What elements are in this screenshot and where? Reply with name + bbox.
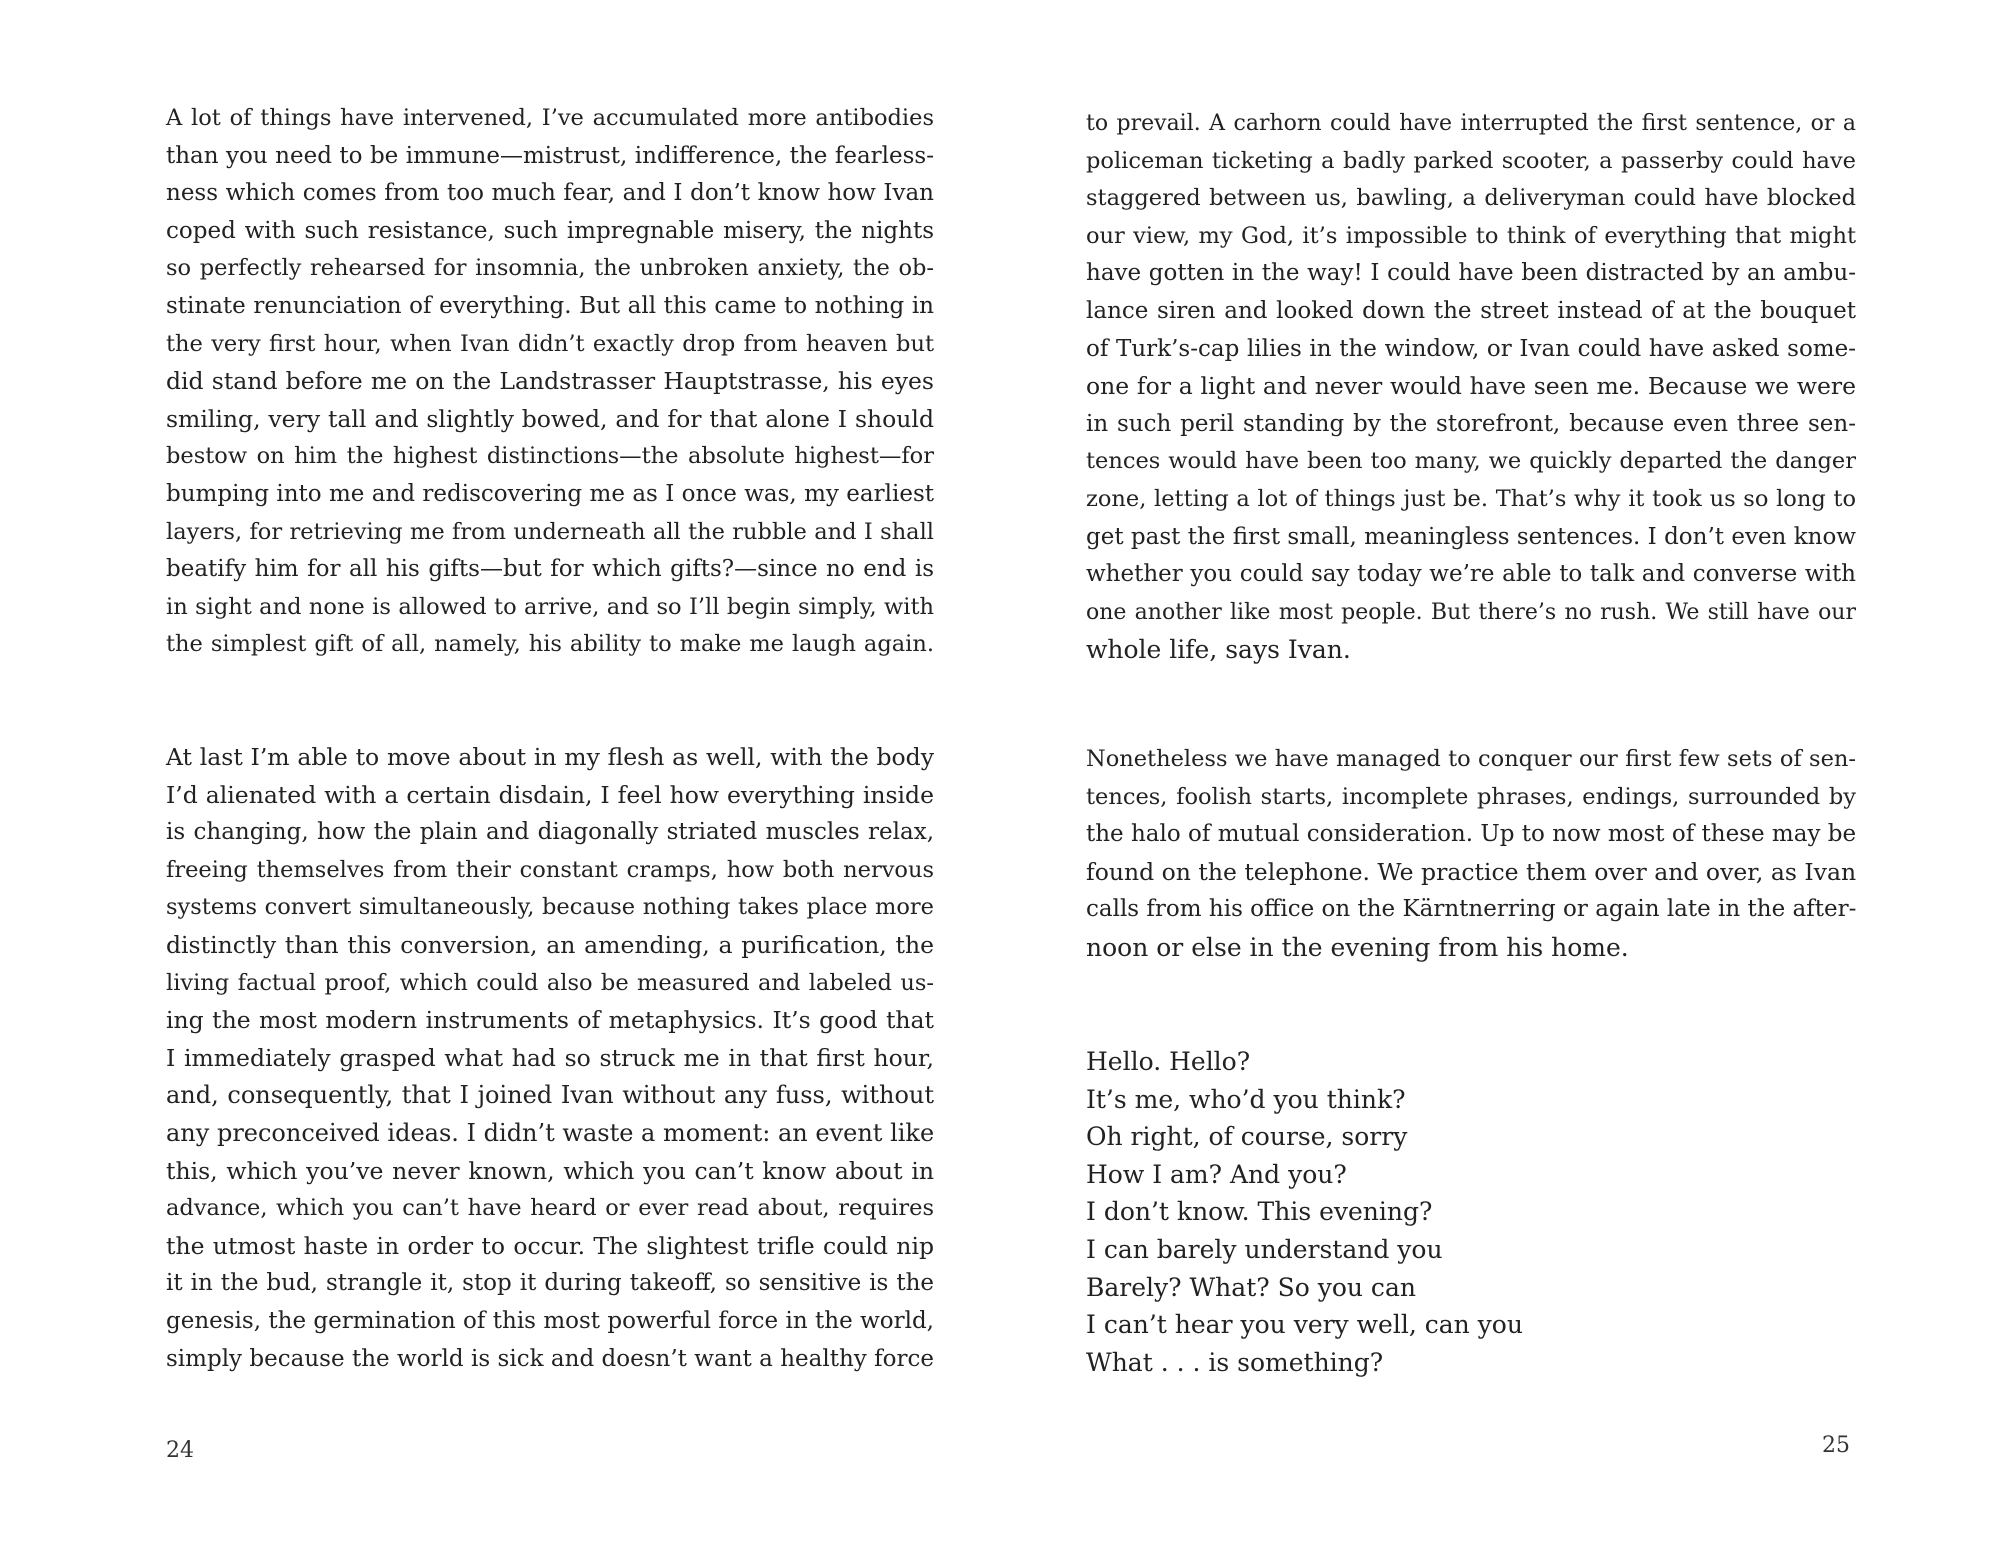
text-line: one another like most people. But there’s no rush. We still have our [1086, 599, 1856, 625]
dialogue-line: How I am? And you? [1086, 1159, 1347, 1189]
dialogue-line: Barely? What? So you can [1086, 1272, 1416, 1302]
text-line: whole life, says Ivan. [1086, 635, 1351, 665]
text-line: A lot of things have intervened, I’ve accumulated more antibodies [166, 105, 934, 131]
right-paragraph-2 [1086, 741, 1856, 967]
text-line: advance, which you can’t have heard or ever read about, requires [166, 1195, 934, 1222]
text-line: noon or else in the evening from his home. [1086, 932, 1629, 962]
text-line: ing the most modern instruments of metaphysics. It’s good that [166, 1006, 934, 1035]
text-line: one for a light and never would have seen me. Because we were [1086, 372, 1856, 401]
text-line: staggered between us, bawling, a deliveryman could have blocked [1086, 185, 1856, 212]
text-line: the halo of mutual consideration. Up to now most of these may be [1086, 821, 1857, 848]
text-line: zone, letting a lot of things just be. That’s why it took us so long to [1086, 485, 1856, 512]
text-line: the utmost haste in order to occur. The slightest trifle could nip [166, 1231, 934, 1260]
right-paragraph-1 [1086, 105, 1856, 669]
left-paragraph-2 [166, 739, 934, 1378]
left-paragraph-1 [166, 100, 934, 664]
dialogue-line: Hello. Hello? [1086, 1047, 1251, 1076]
text-line: of Turk’s-cap lilies in the window, or Ivan could have asked some- [1086, 335, 1856, 362]
dialogue-line: It’s me, who’d you think? [1086, 1084, 1406, 1114]
text-line: in such peril standing by the storefront, because even three sen- [1086, 410, 1856, 437]
text-line: bestow on him the highest distinctions—the absolute highest—for [166, 443, 934, 470]
text-line: systems convert simultaneously, because nothing takes place more [166, 894, 934, 921]
text-line: did stand before me on the Landstrasser Hauptstrasse, his eyes [166, 367, 934, 396]
text-line: ness which comes from too much fear, and I don’t know how Ivan [166, 180, 934, 207]
text-line: to prevail. A carhorn could have interrupted the first sentence, or a [1086, 111, 1856, 136]
page-number-left: 24 [166, 1438, 194, 1463]
text-line: the simplest gift of all, namely, his ability to make me laugh again. [166, 631, 934, 658]
text-line: get past the first small, meaningless sentences. I don’t even know [1086, 523, 1856, 550]
text-line: At last I’m able to move about in my flesh as well, with the body [166, 743, 934, 771]
telephone-dialogue [1086, 1043, 1856, 1381]
text-line: calls from his office on the Kärntnerring or again late in the after- [1086, 896, 1857, 923]
text-line: I immediately grasped what had so struck me in that first hour, [166, 1043, 934, 1072]
dialogue-line: I can barely understand you [1086, 1234, 1443, 1264]
text-line: freeing themselves from their constant cramps, how both nervous [166, 856, 934, 883]
dialogue-line: Oh right, of course, sorry [1086, 1122, 1408, 1152]
text-line: smiling, very tall and slightly bowed, and for that alone I should [166, 404, 934, 433]
text-line: layers, for retrieving me from underneath all the rubble and I shall [166, 518, 934, 545]
text-line: our view, my God, it’s impossible to think of everything that might [1086, 222, 1856, 249]
text-line: any preconceived ideas. I didn’t waste a moment: an event like [166, 1118, 935, 1147]
text-line: whether you could say today we’re able to talk and converse with [1086, 561, 1856, 588]
text-line: distinctly than this conversion, an amending, a purification, the [166, 930, 934, 959]
dialogue-line: I don’t know. This evening? [1086, 1197, 1433, 1227]
text-line: have gotten in the way! I could have been distracted by an ambu- [1086, 260, 1856, 287]
page-number-right: 25 [1822, 1433, 1850, 1458]
text-line: simply because the world is sick and doesn’t want a healthy force [166, 1345, 934, 1372]
text-line: tences would have been too many, we quickly departed the danger [1086, 448, 1856, 475]
text-line: I’d alienated with a certain disdain, I feel how everything inside [166, 780, 934, 809]
text-line: lance siren and looked down the street instead of at the bouquet [1086, 297, 1856, 324]
dialogue-line: What . . . is something? [1086, 1347, 1384, 1377]
text-line: living factual proof, which could also be measured and labeled us- [166, 969, 934, 996]
right-page [1000, 0, 2000, 1559]
dialogue-line: I can’t hear you very well, can you [1086, 1310, 1523, 1340]
text-line: beatify him for all his gifts—but for which gifts?—since no end is [166, 556, 934, 583]
text-line: it in the bud, strangle it, stop it during takeoff, so sensitive is the [166, 1270, 934, 1297]
text-line: stinate renunciation of everything. But all this came to nothing in [166, 292, 934, 319]
text-line: the very first hour, when Ivan didn’t exactly drop from heaven but [166, 330, 934, 357]
text-line: coped with such resistance, such impregnable misery, the nights [166, 217, 934, 244]
text-line: Nonetheless we have managed to conquer our first few sets of sen- [1086, 746, 1856, 772]
text-line: and, consequently, that I joined Ivan without any fuss, without [166, 1081, 934, 1110]
text-line: found on the telephone. We practice them over and over, as Ivan [1086, 857, 1857, 886]
text-line: so perfectly rehearsed for insomnia, the unbroken anxiety, the ob- [166, 255, 934, 282]
text-line: bumping into me and rediscovering me as I once was, my earliest [166, 480, 934, 507]
text-line: this, which you’ve never known, which you can’t know about in [166, 1156, 934, 1185]
text-line: is changing, how the plain and diagonally striated muscles relax, [166, 819, 934, 846]
text-line: tences, foolish starts, incomplete phrases, endings, surrounded by [1086, 783, 1856, 810]
text-line: policeman ticketing a badly parked scooter, a passerby could have [1086, 147, 1856, 174]
text-line: in sight and none is allowed to arrive, and so I’ll begin simply, with [166, 593, 934, 620]
text-line: genesis, the germination of this most powerful force in the world, [166, 1307, 934, 1334]
text-line: than you need to be immune—mistrust, indifference, the fearless- [166, 142, 934, 169]
